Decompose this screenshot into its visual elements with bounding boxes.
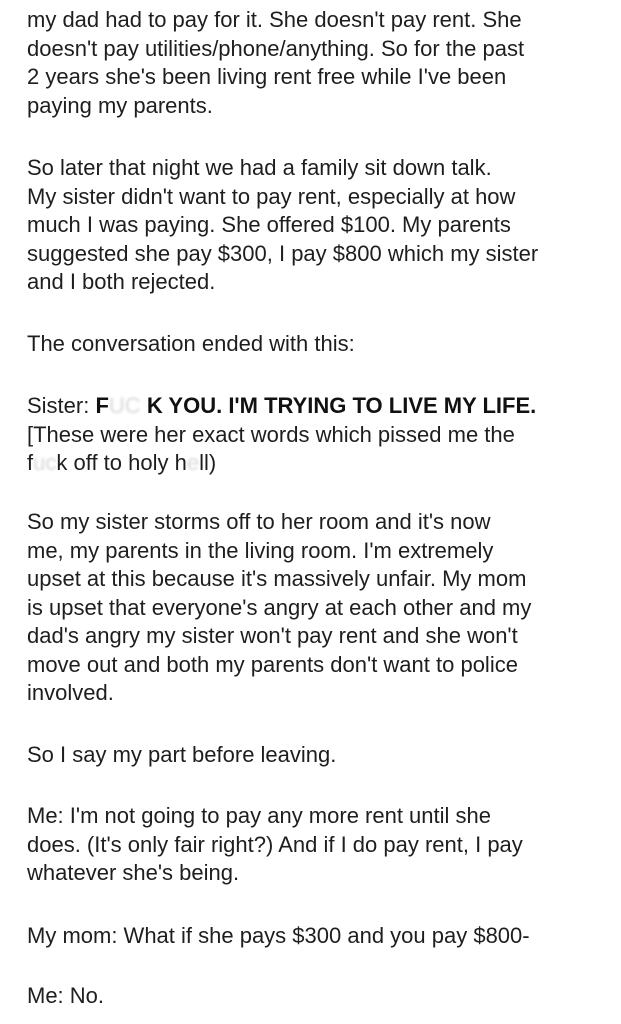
censor-blur: UC: [108, 393, 141, 418]
paragraph-my-part: [27, 741, 617, 770]
text-line: So I say my part before leaving.: [27, 742, 337, 767]
shout-text-start: F: [95, 393, 109, 418]
text-line: move out and both my parents don't want to police: [27, 651, 518, 677]
text-line: The conversation ended with this:: [27, 331, 355, 356]
text-line: My sister didn't want to pay rent, especially at how: [27, 183, 516, 209]
text-line: and I both rejected.: [27, 269, 216, 294]
text-line: whatever she's being.: [27, 860, 240, 885]
text-line: does. (It's only fair right?) And if I do pay rent, I pay: [27, 831, 523, 857]
text-line: paying my parents.: [27, 92, 213, 118]
censor-blur: uc: [33, 450, 57, 475]
text-fragment: k off to holy h: [56, 450, 187, 475]
speaker-label: Sister:: [27, 393, 96, 418]
paragraph-aftermath: [27, 508, 617, 708]
paragraph-conversation-intro: [27, 330, 617, 359]
text-line: upset at this because it's massively unfair. My mom: [27, 566, 527, 591]
paragraph-sister-quote: [27, 392, 617, 478]
text-line: Me: No.: [27, 983, 105, 1008]
censor-blur: e: [186, 450, 200, 475]
text-line: [These were her exact words which pissed me the: [27, 421, 515, 447]
text-line: Me: I'm not going to pay any more rent until she: [27, 803, 491, 828]
text-line: doesn't pay utilities/phone/anything. So for the past: [27, 35, 525, 61]
text-line: 2 years she's been living rent free while I've been: [27, 64, 507, 89]
text-line: much I was paying. She offered $100. My parents: [27, 212, 511, 237]
paragraph-rent-background: [27, 6, 617, 120]
paragraph-my-statement: [27, 802, 617, 888]
shout-text-end: K YOU. I'M TRYING TO LIVE MY LIFE.: [140, 393, 537, 418]
paragraph-my-answer: [27, 982, 617, 1011]
text-line: So later that night we had a family sit down talk.: [27, 155, 492, 180]
sister-quote-line: [27, 392, 617, 421]
text-line: suggested she pay $300, I pay $800 which my sister: [27, 240, 539, 266]
text-line: dad's angry my sister won't pay rent and she won't: [27, 623, 518, 648]
text-line: me, my parents in the living room. I'm extremely: [27, 537, 494, 563]
text-line: [27, 449, 617, 478]
paragraph-mom-question: [27, 922, 617, 951]
text-fragment: f: [27, 450, 34, 475]
text-line: So my sister storms off to her room and it's now: [27, 509, 491, 534]
paragraph-family-talk: [27, 154, 617, 297]
text-line: My mom: What if she pays $300 and you pay $800-: [27, 923, 530, 948]
text-line: is upset that everyone's angry at each other and my: [27, 594, 532, 620]
text-fragment: ll): [199, 450, 217, 475]
text-line: my dad had to pay for it. She doesn't pay rent. She: [27, 7, 522, 32]
text-line: involved.: [27, 680, 114, 705]
